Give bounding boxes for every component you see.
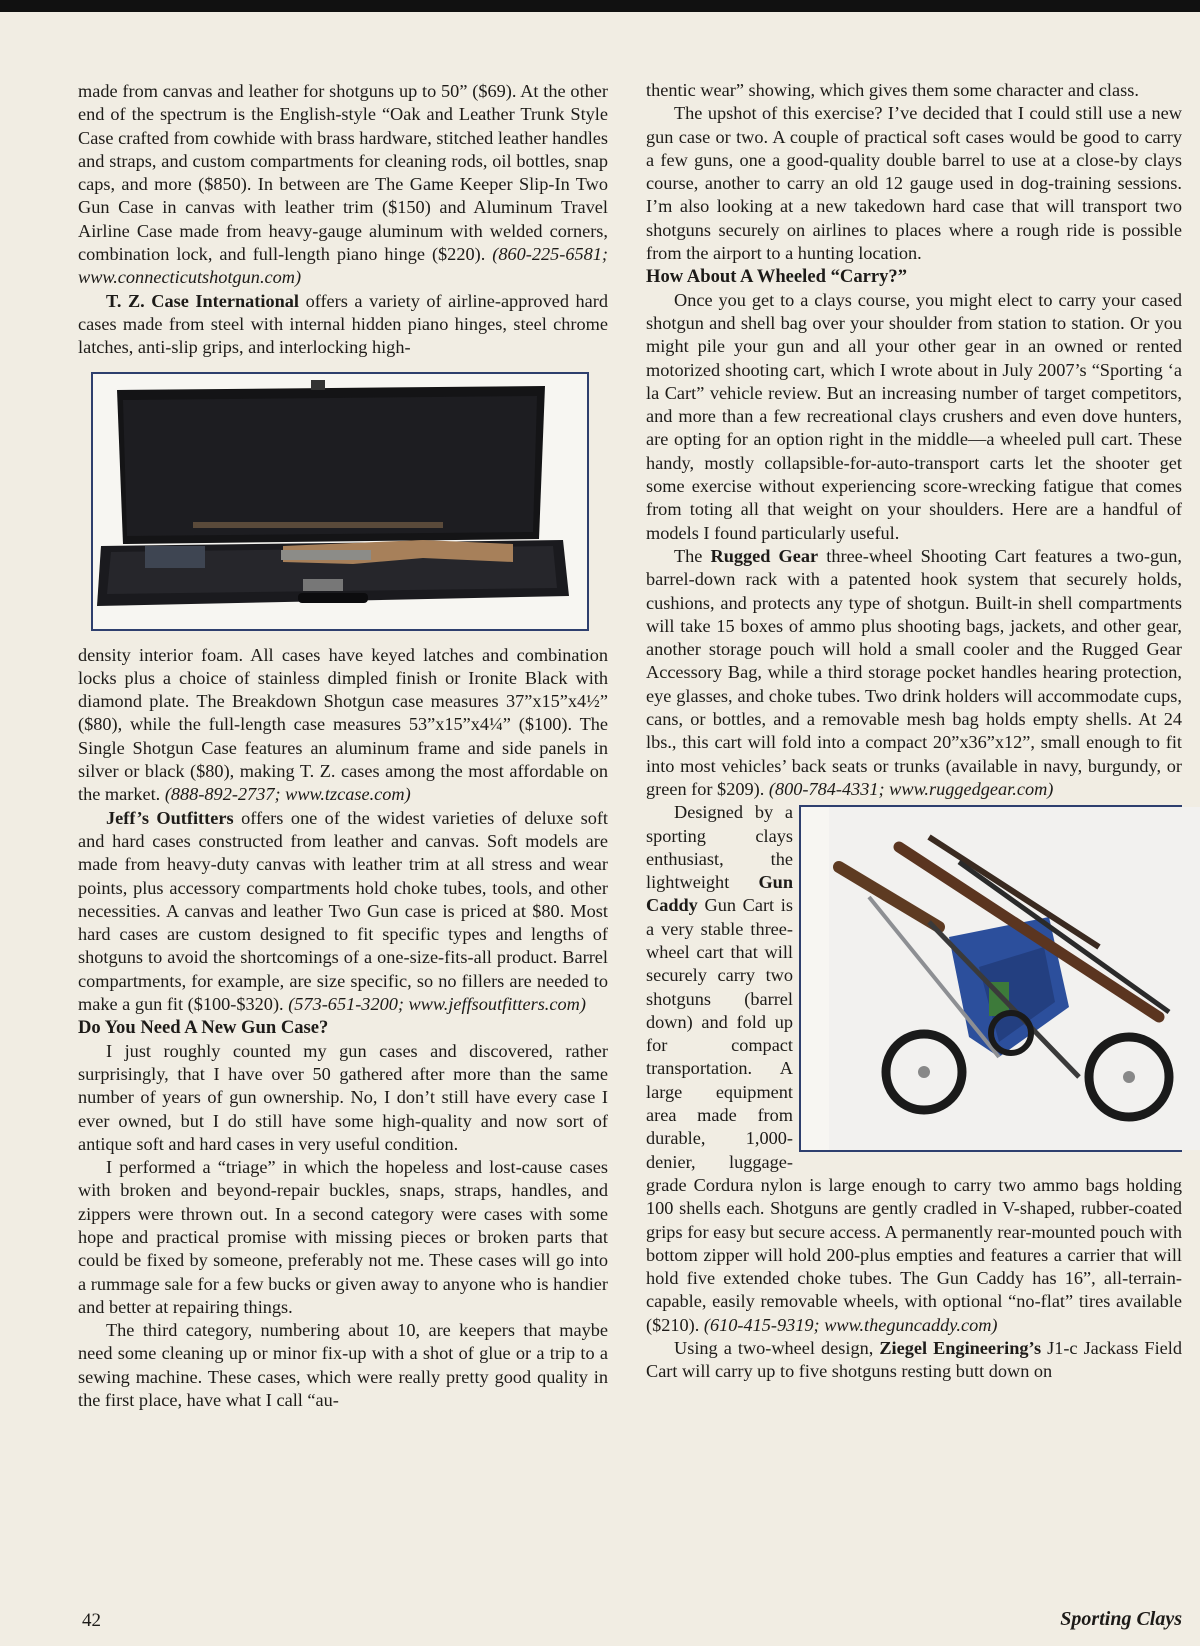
body-text: offers one of the widest varieties of deluxe soft and hard cases constructed from leather and canvas. Soft models are made from heavy-duty canvas with leather trim at all stress and wear points, plus accessory compartments hold choke tubes, tools, and other necessities. A canvas and leather Two Gun case is priced at $80. Most hard cases are custom designed to fit specific types and lengths of shotguns to avoid the shortcomings of a one-size-fits-all product. Barrel compartments, for example, are size specific, so no fillers are needed to make a gun fit ($100-$320).	[78, 807, 609, 1015]
section-heading: How About A Wheeled “Carry?”	[646, 266, 908, 288]
paragraph-upshot: The upshot of this exercise? I’ve decided that I could still use a new gun case or two. A couple of practical soft cases would be good to carry a few guns, one a good-quality double barrel to use at a close-by clays course, another to carry an old 12 gauge used in dog-training sessions. I’m also looking at a new takedown hard case that will transport two shotguns securely on airlines to places where a rough ride is possible from the airport to a hunting location.	[646, 103, 1182, 264]
paragraph-triage: I performed a “triage” in which the hopeless and lost-cause cases with broken and beyond-repair buckles, snaps, straps, handles, and zippers were thrown out. In a second category were cases with some hope and practical promise with missing pieces or broken parts that could be fixed by someone, preferably not me. These cases will go into a rummage sale for a few bucks or given away to anyone who is handier and better at repairing things.	[78, 1157, 608, 1317]
open-hard-case-image	[93, 374, 587, 629]
paragraph-jeffs	[78, 807, 608, 1017]
right-column	[646, 79, 1182, 1384]
company-name: Jeff’s Outfitters	[106, 807, 234, 828]
section-heading: Do You Need A New Gun Case?	[78, 1017, 329, 1039]
top-edge-bar	[0, 0, 1200, 12]
left-column	[78, 80, 608, 1412]
body-text: made from canvas and leather for shotguns up to 50” ($69). At the other end of the spectrum is the English-style “Oak and Leather Trunk Style Case crafted from cowhide with brass hardware, stitched leather handles and straps, and custom compartments for cleaning rods, oil bottles, snap caps, and more ($850). In between are The Game Keeper Slip-In Two Gun Case in canvas with leather trim ($150) and Aluminum Travel Airline Case made from heavy-gauge aluminum with welded corners, combination lock, and full-length piano hinge ($220).	[78, 81, 608, 265]
magazine-name: Sporting Clays	[1060, 1608, 1182, 1630]
contact-info: (860-225-6581; www.connecticutshotgun.com)	[78, 244, 608, 288]
body-text: density interior foam. All cases have keyed latches and combination locks plus a choice of stainless dimpled finish or Ironite Black with diamond plate. The Breakdown Shotgun case measures 37”x15”x4½” ($80), while the full-length case measures 53”x15”x4¼” ($100). The Single Shotgun Case features an aluminum frame and side panels in silver or black ($80), making T. Z. cases among the most affordable on the market.	[78, 644, 608, 805]
contact-info: (800-784-4331; www.ruggedgear.com)	[768, 778, 1054, 799]
contact-info: (888-892-2737; www.tzcase.com)	[164, 784, 411, 805]
paragraph-ziegel	[646, 1337, 1182, 1384]
body-text: The	[674, 545, 703, 566]
paragraph-clays-course: Once you get to a clays course, you might elect to carry your cased shotgun and shell bag over your shoulder from station to station. Or you might pile your gun and all your other gear in an owned or rented motorized shooting cart, which I wrote about in July 2007’s “Sporting ‘a la Cart” vehicle review. But an increasing number of target competitors, and more than a few recreational clays crushers and even dove hunters, are opting for an option right in the middle—a wheeled pull cart. These handy, mostly collapsible-for-auto-transport carts let the shooter get some exercise without experiencing score-wrecking fatigue that comes from toting all that weight on your shoulders. Here are a handful of models I found particularly useful.	[646, 289, 1182, 543]
body-text: Gun Cart is a very stable three-wheel cart that will securely carry two shotguns (barrel down) and fold up for compact transportation. A large equipment area made from durable, 1,000-denier, luggage-grade Cordura nylon is large enough to carry two ammo bags holding 100 shells each. Shotguns are gently cradled in V-shaped, rubber-coated grips for easy but secure access. A permanently rear-mounted pouch with bottom zipper will hold 200-plus empties and features a carrier that will hold five extended choke tubes. The Gun Caddy has 16”, all-terrain-capable, easily removable wheels, with optional “no-flat” tires available ($210).	[646, 895, 1182, 1335]
body-text: J1-c Jackass Field Cart will carry up to five shotguns resting butt down on	[646, 1338, 1182, 1382]
body-text: offers a variety of airline-approved hard cases made from steel with internal hidden piano hinges, steel chrome latches, anti-slip grips, and interlocking high-	[78, 290, 608, 358]
gun-cart-photo	[799, 805, 1182, 1152]
paragraph-authentic-wear: thentic wear” showing, which gives them some character and class.	[646, 80, 1139, 100]
body-text: three-wheel Shooting Cart features a two-gun, barrel-down rack with a patented hook system that securely holds, cushions, and protects any type of shotgun. Built-in shell compartments will take 15 boxes of ammo plus shooting bags, jackets, and other gear, another storage pouch will hold a small cooler and the Rugged Gear Accessory Bag, while a third storage pocket handles hearing protection, eye glasses, and choke tubes. Two drink holders will accommodate cups, cans, or bottles, and a removable mesh bag holds empty shells. At 24 lbs., this cart will fold into a compact 20”x36”x12”, small enough to fit into most vehicles’ back seats or trunks (available in navy, burgundy, or green for $209).	[646, 545, 1182, 799]
paragraph-rugged-gear	[646, 545, 1182, 801]
company-name: T. Z. Case International	[106, 290, 299, 311]
gun-case-photo	[91, 372, 589, 631]
paragraph-tz-case	[78, 290, 608, 360]
company-name: Rugged Gear	[710, 545, 819, 566]
body-text: Using a two-wheel design,	[674, 1338, 874, 1359]
gun-caddy-cart-image	[829, 807, 1200, 1150]
paragraph-count: I just roughly counted my gun cases and discovered, rather surprisingly, that I have over 50 gathered after more than the same number of years of gun ownership. No, I don’t still have every case I ever owned, but I do still have some high-quality and now sort of antique soft and hard cases in very useful condition.	[78, 1040, 608, 1154]
company-name: Ziegel Engineering’s	[879, 1338, 1042, 1359]
page-number: 42	[82, 1610, 101, 1631]
paragraph-gun-caddy	[646, 801, 1182, 1337]
body-text: Designed by a sporting clays enthusiast, the lightweight	[646, 802, 793, 893]
contact-info: (573-651-3200; www.jeffsoutfitters.com)	[288, 994, 586, 1015]
paragraph-tz-case-cont	[78, 644, 608, 807]
contact-info: (610-415-9319; www.theguncaddy.com)	[703, 1314, 998, 1335]
company-name: Gun Caddy	[646, 872, 793, 916]
paragraph-third-category: The third category, numbering about 10, are keepers that maybe need some cleaning up or minor fix-up with a shot of glue or a trip to a sewing machine. These cases, which were really pretty good quality in the first place, have what I call “au-	[78, 1320, 608, 1411]
paragraph-cases-intro	[78, 80, 608, 290]
